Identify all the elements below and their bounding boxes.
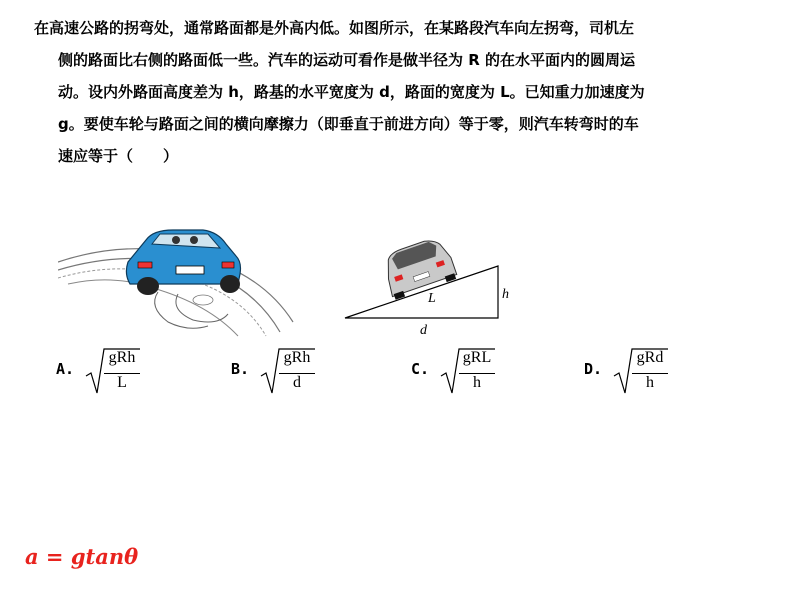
choice-d-label: D. [584,360,603,378]
choice-d-denominator: h [646,374,654,391]
choice-c-label: C. [411,360,430,378]
choice-a-numerator: gRh [108,349,136,366]
question-text [34,12,754,172]
banked-road-diagram [340,238,520,338]
question-line-2: 侧的路面比右侧的路面低一些。汽车的运动可看作是做半径为 R 的在水平面内的圆周运 [58,51,635,69]
choice-b-denominator: d [293,374,301,391]
car-turning-illustration [58,222,298,338]
label-h: h [502,287,509,302]
question-line-1: 在高速公路的拐弯处，通常路面都是外高内低。如图所示，在某路段汽车向左拐弯，司机左 [34,19,635,37]
label-d: d [420,323,427,338]
question-line-4: g。要使车轮与路面之间的横向摩擦力（即垂直于前进方向）等于零，则汽车转弯时的车 [58,115,639,133]
annotation-formula: a = gtanθ [25,544,139,569]
choice-b-numerator: gRh [283,349,311,366]
question-line-5: 速应等于（ ） [58,147,179,165]
choice-a-denominator: L [117,374,127,391]
choice-c-numerator: gRL [462,349,492,366]
choice-a-label: A. [56,360,75,378]
label-L: L [428,291,436,306]
choice-d-numerator: gRd [636,349,664,366]
choice-c-denominator: h [473,374,481,391]
choice-b-label: B. [231,360,250,378]
question-line-3: 动。设内外路面高度差为 h，路基的水平宽度为 d，路面的宽度为 L。已知重力加速度为 [58,83,645,101]
